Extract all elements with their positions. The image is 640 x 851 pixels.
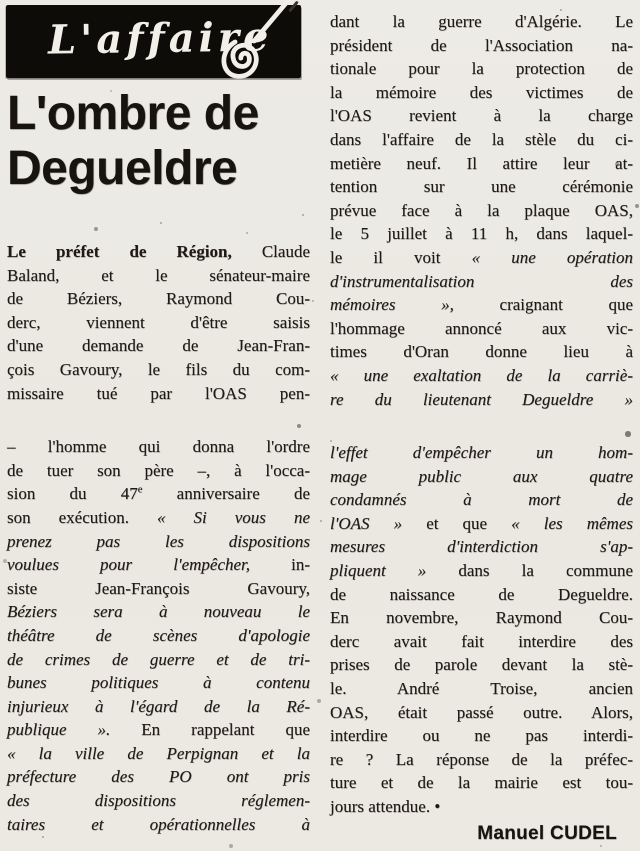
article-line [330, 152, 633, 176]
article-line [7, 648, 310, 672]
article-line [330, 677, 633, 701]
text-segment: président de l'Association na- [330, 35, 633, 55]
text-segment: d'une demande de Jean-Fran- [7, 336, 310, 356]
article-line [7, 334, 310, 358]
text-segment: interdire ou ne pas interdi- [330, 726, 633, 746]
article-column-left [7, 240, 310, 836]
text-segment: dant la guerre d'Algérie. Le [330, 12, 633, 31]
article-line [7, 695, 310, 719]
text-segment: Béziers sera à nouveau le [7, 602, 310, 622]
left-column-lines [7, 240, 310, 836]
article-line [7, 577, 310, 601]
text-segment: de Béziers, Raymond Cou- [7, 289, 310, 309]
article-line [7, 482, 310, 506]
article-line [330, 701, 633, 725]
article-line [7, 671, 310, 695]
text-segment: « Si vous ne [157, 507, 310, 527]
text-segment: son exécution. [7, 507, 157, 527]
text-segment: préfecture des PO ont pris [7, 767, 310, 787]
article-line [330, 653, 633, 677]
text-segment: Le préfet de Région, [7, 242, 232, 261]
article-line [330, 246, 633, 270]
article-line [7, 264, 310, 288]
text-segment: En rappelant que [110, 720, 310, 740]
text-segment: « les mêmes [511, 513, 633, 533]
text-segment: times d'Oran donne lieu à [330, 342, 633, 362]
text-segment: derc avait fait interdire des [330, 631, 633, 651]
text-segment: de crimes de guerre et de tri- [7, 649, 310, 669]
article-line [330, 128, 633, 152]
text-segment: re du lieutenant Degueldre » [330, 389, 633, 409]
article-line [330, 340, 633, 364]
text-segment: le. André Troise, ancien [330, 679, 633, 699]
article-line [330, 57, 633, 81]
text-segment: voulues pour l'empêcher, [7, 555, 251, 575]
text-segment: mesures d'interdiction s'ap- [330, 537, 633, 557]
article-line [330, 724, 633, 748]
text-segment: anniversaire de [142, 484, 310, 504]
text-segment: mémoires », [330, 295, 454, 315]
spiral-icon [197, 0, 297, 91]
article-line [7, 311, 310, 335]
text-segment: « une opération [471, 247, 633, 267]
article-line [7, 742, 310, 766]
text-segment: tionale pour la protection de [330, 59, 633, 79]
text-segment: Baland, et le sénateur-maire [7, 265, 310, 285]
text-segment: jours attendue. • [330, 797, 441, 816]
text-segment: taires et opérationnelles à [7, 814, 310, 834]
article-line [330, 748, 633, 772]
page-title: L'ombre de Degueldre [7, 87, 259, 195]
article-line [330, 583, 633, 607]
text-segment: siste Jean-François Gavoury, [7, 578, 310, 598]
text-segment: théâtre de scènes d'apologie [7, 625, 310, 645]
text-segment: l'OAS » [330, 513, 403, 533]
scan-noise [0, 0, 2, 2]
article-line [330, 606, 633, 630]
banner-label: L'affaire [47, 13, 273, 64]
text-segment: çois Gavoury, le fils du com- [7, 359, 310, 379]
text-segment: e [137, 484, 143, 496]
text-segment: l'effet d'empêcher un hom- [330, 443, 633, 463]
article-line [7, 553, 310, 577]
right-column-lines [330, 10, 633, 819]
article-line [7, 287, 310, 311]
article-line [7, 459, 310, 483]
article-line [330, 559, 633, 583]
article-line [330, 441, 633, 465]
text-segment: l'OAS revient à la charge [330, 106, 633, 126]
article-line [7, 382, 310, 406]
article-line [330, 81, 633, 105]
article-line [7, 624, 310, 648]
article-line [330, 630, 633, 654]
article-line [330, 199, 633, 223]
text-segment: condamnés à mort de [330, 490, 633, 510]
article-line [330, 270, 633, 294]
article-line [330, 104, 633, 128]
text-segment: prenez pas les dispositions [7, 531, 310, 551]
text-segment: l'hommage annoncé aux vic- [330, 318, 633, 338]
text-segment: re ? La réponse de la préfec- [330, 749, 633, 769]
text-segment: missaire tué par l'OAS pen- [7, 383, 310, 403]
article-line [7, 358, 310, 382]
article-line [7, 813, 310, 837]
text-segment: pliquent » [330, 561, 427, 581]
text-segment: de naissance de Degueldre. [330, 584, 633, 604]
article-line [7, 240, 310, 264]
article-line [330, 512, 633, 536]
article-line [330, 222, 633, 246]
article-line [7, 789, 310, 813]
article-line [330, 34, 633, 58]
text-segment: ture et de la mairie est tou- [330, 773, 633, 793]
affaire-banner [6, 5, 301, 78]
article-column-right [330, 10, 633, 846]
article-line [7, 506, 310, 530]
article-line [330, 293, 633, 317]
text-segment: – l'homme qui donna l'ordre [7, 437, 310, 457]
article-line [7, 718, 310, 742]
article-line [7, 435, 310, 459]
text-segment: bunes politiques à contenu [7, 673, 310, 693]
text-segment: mage public aux quatre [330, 466, 633, 486]
text-segment: des dispositions réglemen- [7, 791, 310, 811]
text-segment: tention sur une cérémonie [330, 177, 633, 197]
article-line [7, 765, 310, 789]
article-line [330, 535, 633, 559]
text-segment: d'instrumentalisation des [330, 271, 633, 291]
text-segment: OAS, était passé outre. Alors, [330, 702, 633, 722]
article-line [330, 364, 633, 388]
text-segment: le il voit [330, 247, 472, 267]
text-segment: dans la commune [426, 561, 633, 581]
text-segment: et que [402, 513, 512, 533]
text-segment: En novembre, Raymond Cou- [330, 608, 633, 628]
text-segment: la mémoire des victimes de [330, 82, 633, 102]
text-segment: sion du 47 [7, 484, 138, 504]
text-segment: derc, viennent d'être saisis [7, 312, 310, 332]
article-line [330, 771, 633, 795]
article-line [7, 530, 310, 554]
article-line [330, 388, 633, 412]
text-segment: metière neuf. Il attire leur at- [330, 153, 633, 173]
article-line [7, 600, 310, 624]
text-segment: dans l'affaire de la stèle du ci- [330, 129, 633, 149]
text-segment: injurieux à l'égard de la Ré- [7, 696, 310, 716]
text-segment: prévue face à la plaque OAS, [330, 200, 633, 220]
text-segment: publique ». [7, 720, 111, 740]
text-segment: « la ville de Perpignan et la [7, 743, 310, 763]
text-segment: in- [250, 555, 310, 575]
article-line [330, 175, 633, 199]
text-segment: prises de parole devant la stè- [330, 655, 633, 675]
article-line [330, 10, 633, 34]
text-segment: de tuer son père –, à l'occa- [7, 460, 310, 480]
article-line [330, 795, 633, 819]
byline: Manuel CUDEL [477, 822, 617, 844]
article-line [330, 317, 633, 341]
text-segment: Claude [231, 242, 310, 261]
text-segment: le 5 juillet à 11 h, dans laquel- [330, 224, 633, 244]
article-line [330, 465, 633, 489]
text-segment: « une exaltation de la carriè- [330, 365, 633, 385]
article-line [330, 488, 633, 512]
text-segment: craignant que [453, 295, 634, 315]
